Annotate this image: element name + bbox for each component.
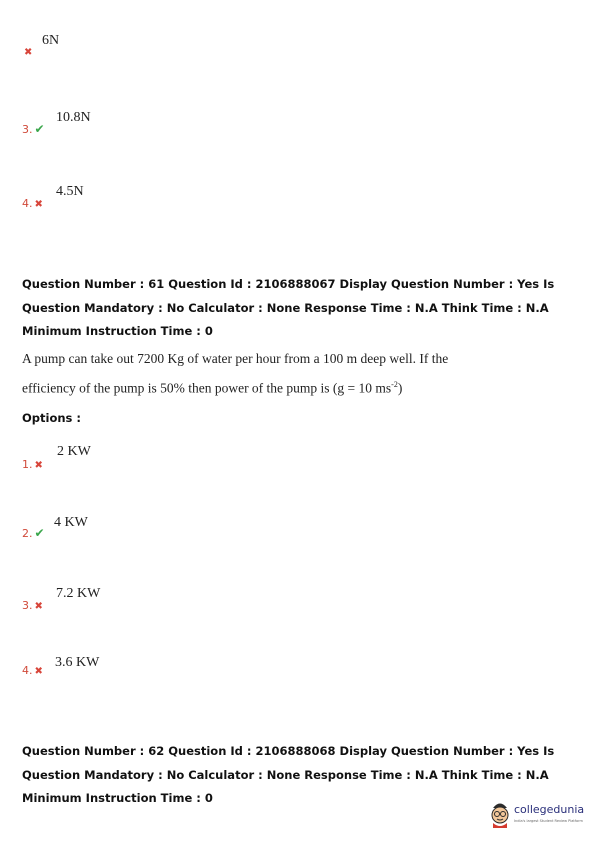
options-label: Options : xyxy=(22,411,81,425)
option-text: 4.5N xyxy=(56,184,84,199)
correct-mark-icon: ✔ xyxy=(34,526,45,540)
question-61-body xyxy=(22,346,452,402)
question-62-header: Question Number : 62 Question Id : 2106888068 Display Question Number : Yes Is Question Mandatory : No Calculator : None Response Time : N.A Think Time : N.A Minimum Instruction Time : 0 xyxy=(22,744,555,805)
wrong-mark-icon: ✖ xyxy=(34,199,43,210)
wrong-mark-icon: ✖ xyxy=(34,460,43,471)
wrong-mark-icon: ✖ xyxy=(24,47,33,58)
option-number: 3. ✔ xyxy=(22,122,45,136)
wrong-mark-icon: ✖ xyxy=(34,666,43,677)
logo-tagline: India's largest Student Review Platform xyxy=(514,819,583,823)
correct-mark-icon: ✔ xyxy=(34,122,45,136)
option-text: 3.6 KW xyxy=(55,655,100,670)
mascot-icon xyxy=(488,800,512,828)
question-text-line: A pump can take out 7200 Kg of water per hour from a 100 m deep well. If the xyxy=(22,351,449,366)
logo-text: collegedunia xyxy=(514,803,585,816)
question-61-header: Question Number : 61 Question Id : 2106888067 Display Question Number : Yes Is Question Mandatory : No Calculator : None Response Time : N.A Think Time : N.A Minimum Instruction Time : 0 xyxy=(22,277,555,338)
wrong-mark-icon: ✖ xyxy=(34,601,43,612)
collegedunia-logo xyxy=(488,800,590,830)
option-text: 10.8N xyxy=(56,110,91,125)
option-text: 2 KW xyxy=(57,444,91,459)
question-text-line: efficiency of the pump is 50% then power of the pump is (g = 10 $ms^{-2}$) xyxy=(22,380,403,396)
option-number xyxy=(22,45,32,58)
option-number: 2. ✔ xyxy=(22,526,45,540)
option-text: 6N xyxy=(42,33,60,48)
option-text: 4 KW xyxy=(54,515,88,530)
option-number: 3. ✖ xyxy=(22,599,43,612)
option-number: 4. ✖ xyxy=(22,197,43,210)
option-text: 7.2 KW xyxy=(56,586,101,601)
option-number: 1. ✖ xyxy=(22,458,43,471)
option-number: 4. ✖ xyxy=(22,664,43,677)
